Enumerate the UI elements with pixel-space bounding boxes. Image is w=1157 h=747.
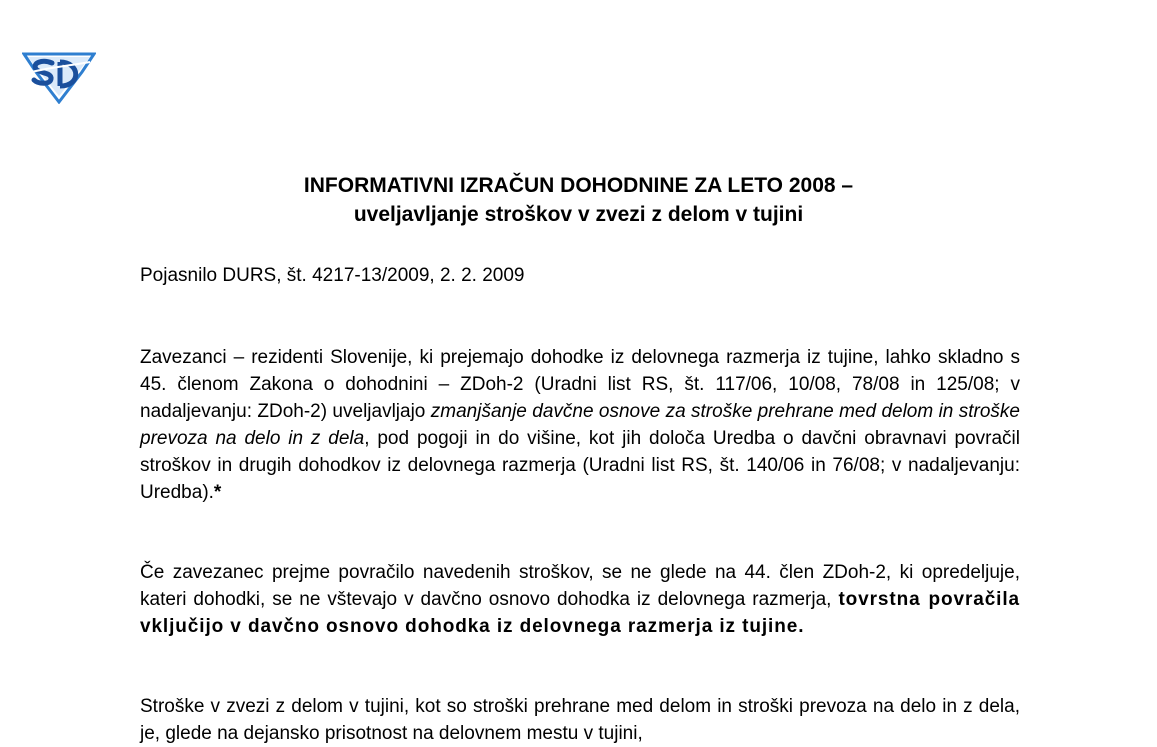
durs-logo — [22, 50, 96, 104]
paragraph-3: Stroške v zvezi z delom v tujini, kot so stroški prehrane med delom in stroški prevoza na delo in z dela, je, glede na dejansko prisotnost na delovnem mestu v tujini, — [140, 696, 1020, 744]
paragraph-2 — [140, 559, 1020, 640]
title-line-1: INFORMATIVNI IZRAČUN DOHODNINE ZA LETO 2008 – — [303, 174, 854, 197]
footnote-star: * — [213, 482, 222, 503]
p1-emphasis: zmanjšanje davčne osnove za stroške prehrane med delom in stroške prevoza na delo in z dela — [140, 401, 1020, 449]
reference-line: Pojasnilo DURS, št. 4217-13/2009, 2. 2. 2009 — [140, 265, 525, 286]
p2-strong: tovrstna povračila vključijo v davčno osnovo dohodka iz delovnega razmerja iz tujine. — [140, 589, 1021, 637]
paragraph-1 — [140, 344, 1020, 506]
p1-text-a: Zavezanci – rezidenti Slovenije, ki prejemajo dohodke iz delovnega razmerja iz tujine, lahko skladno s 45. členom Zakona o dohodnini – ZDoh-2 (Uradni list RS, št. 117/06, 10/08, 78/08 in 125/08; v nadaljevanju: ZDoh-2) uveljavljajo — [140, 347, 1020, 422]
document-title — [0, 171, 1157, 229]
title-line-2: uveljavljanje stroškov v zvezi z delom v tujini — [353, 203, 804, 226]
p2-text-a: Če zavezanec prejme povračilo navedenih stroškov, se ne glede na 44. člen ZDoh-2, ki opredeljuje, kateri dohodki, se ne vštevajo v davčno osnovo dohodka iz delovnega razmerja, — [140, 562, 1020, 610]
p1-text-b: , pod pogoji in do višine, kot jih določa Uredba o davčni obravnavi povračil stroškov in drugih dohodkov iz delovnega razmerja (Uradni list RS, št. 140/06 in 76/08; v nadaljevanju: Uredba). — [140, 428, 1020, 503]
